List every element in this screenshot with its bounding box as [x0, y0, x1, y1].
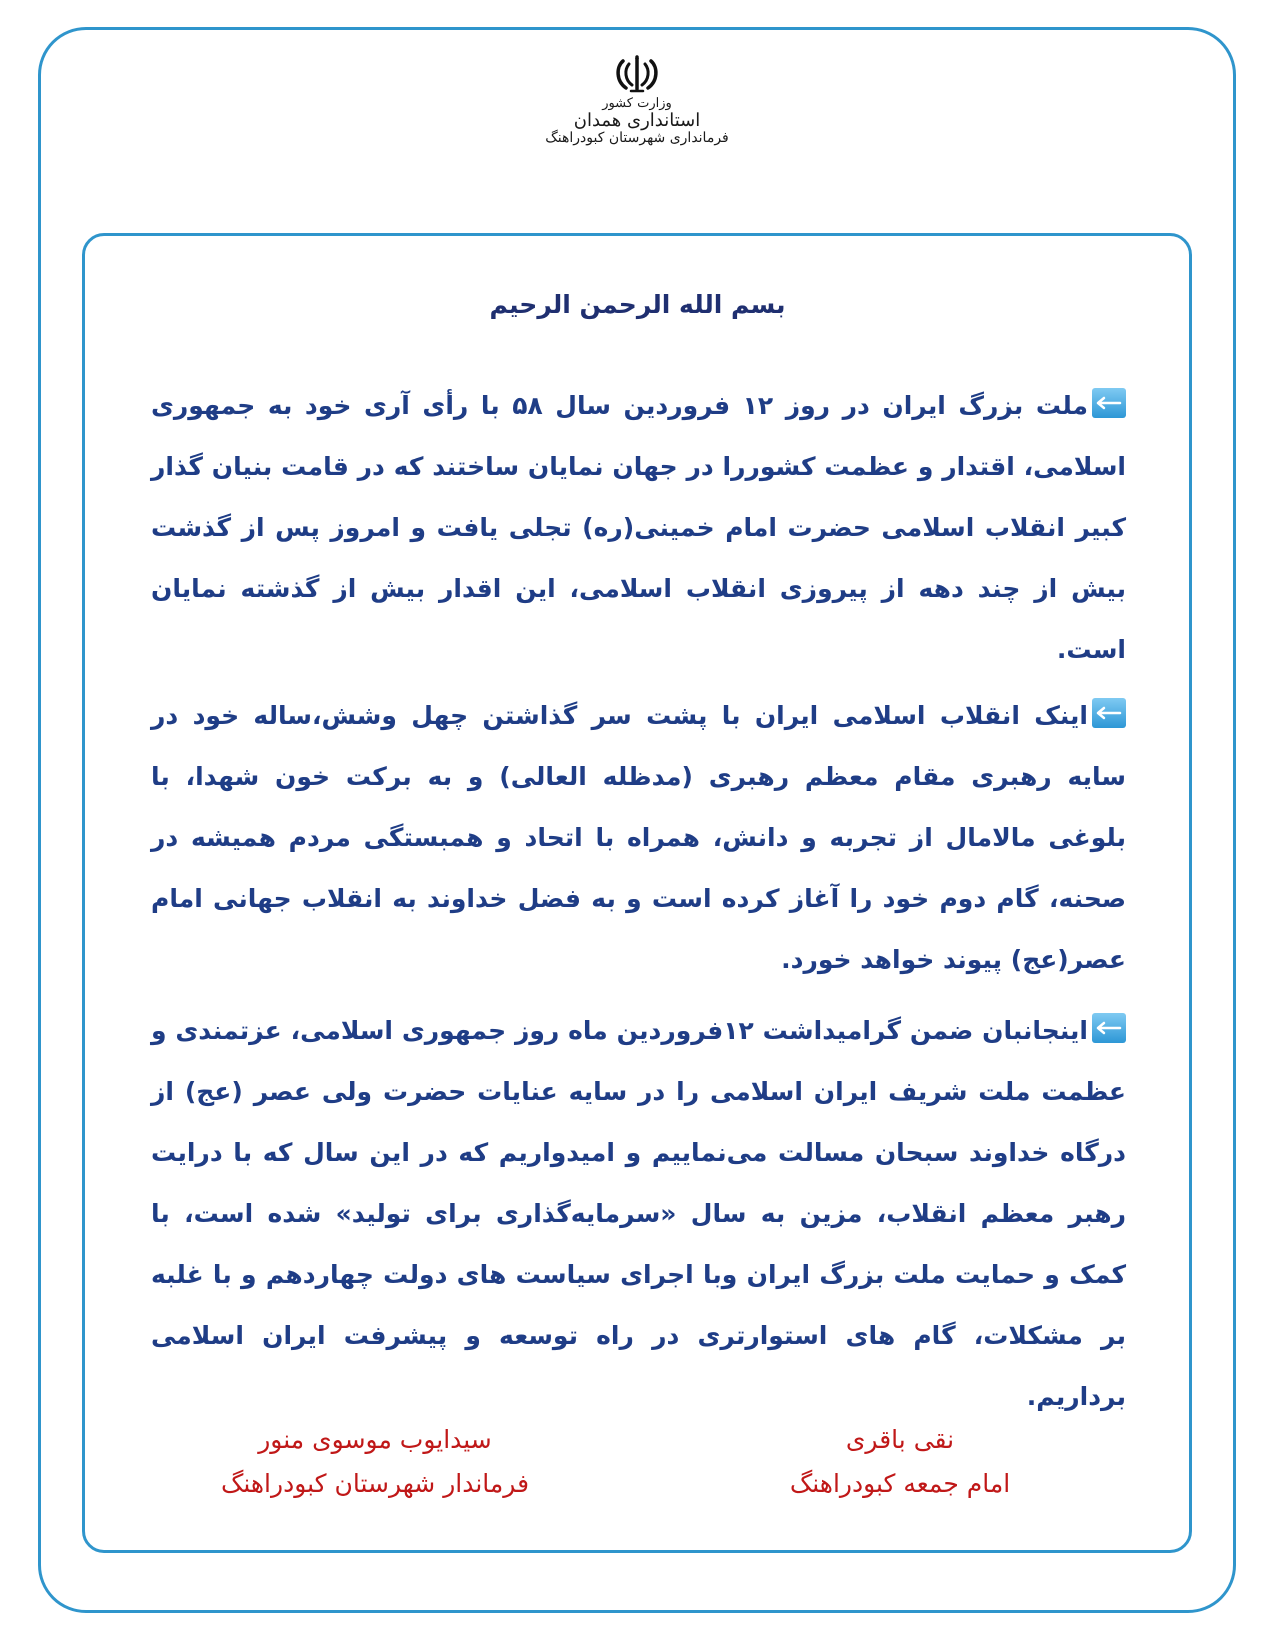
county-office-label: فرمانداری شهرستان کبودراهنگ	[545, 130, 729, 147]
left-arrow-icon	[1092, 388, 1126, 418]
letter-paragraph-1	[151, 375, 1126, 680]
ministry-label: وزارت کشور	[602, 96, 672, 111]
left-arrow-icon	[1092, 698, 1126, 728]
signatory-name: نقی باقری	[845, 1425, 955, 1454]
signature-governor	[185, 1418, 565, 1506]
letter-paragraph-2	[151, 685, 1126, 990]
bismillah-heading: بسم الله الرحمن الرحیم	[489, 290, 786, 319]
iran-emblem-icon	[614, 55, 660, 95]
signature-friday-prayer-leader	[735, 1418, 1065, 1506]
left-arrow-icon	[1092, 1013, 1126, 1043]
province-label: استانداری همدان	[573, 110, 701, 132]
paragraph-text: اینک انقلاب اسلامی ایران با پشت سر گذاشتن چهل وشش،ساله خود در سایه رهبری مقام معظم رهبری (مدظله العالی) و به برکت خون شهدا، با بلوغی مالامال از تجربه و دانش، همراه با اتحاد و همبستگی مردم همیشه در صحنه، گام دوم خود را آغاز کرده است و به فضل خداوند به انقلاب جهانی امام عصر(عج) پیوند خواهد خورد.	[151, 701, 1126, 974]
signatory-name: سیدایوب موسوی منور	[258, 1425, 492, 1454]
letterhead	[537, 55, 737, 205]
paragraph-text: ملت بزرگ ایران در روز ۱۲ فروردین سال ۵۸ با رأی آری خود به جمهوری اسلامی، اقتدار و عظمت کشوررا در جهان نمایان ساختند که در قامت بنیان گذار کبیر انقلاب اسلامی حضرت امام خمینی(ره) تجلی یافت و امروز پس از گذشت بیش از چند دهه از پیروزی انقلاب اسلامی، این اقدار بیش از گذشته نمایان است.	[151, 391, 1126, 664]
paragraph-text: اینجانبان ضمن گرامیداشت ۱۲فروردین ماه روز جمهوری اسلامی، عزتمندی و عظمت ملت شریف ایران اسلامی را در سایه عنایات حضرت ولی عصر (عج) از درگاه خداوند سبحان مسالت می‌نماییم و امیدواریم که در این سال که با درایت رهبر معظم انقلاب، مزین به سال «سرمایه‌گذاری برای تولید» شده است، با کمک و حمایت ملت بزرگ ایران وبا اجرای سیاست های دولت چهاردهم و با غلبه بر مشکلات، گام های استوارتری در راه توسعه و پیشرفت ایران اسلامی برداریم.	[151, 1016, 1126, 1411]
signatory-title: فرماندار شهرستان کبودراهنگ	[220, 1469, 530, 1498]
signatory-title: امام جمعه کبودراهنگ	[789, 1469, 1011, 1498]
letter-paragraph-3	[151, 1000, 1126, 1427]
